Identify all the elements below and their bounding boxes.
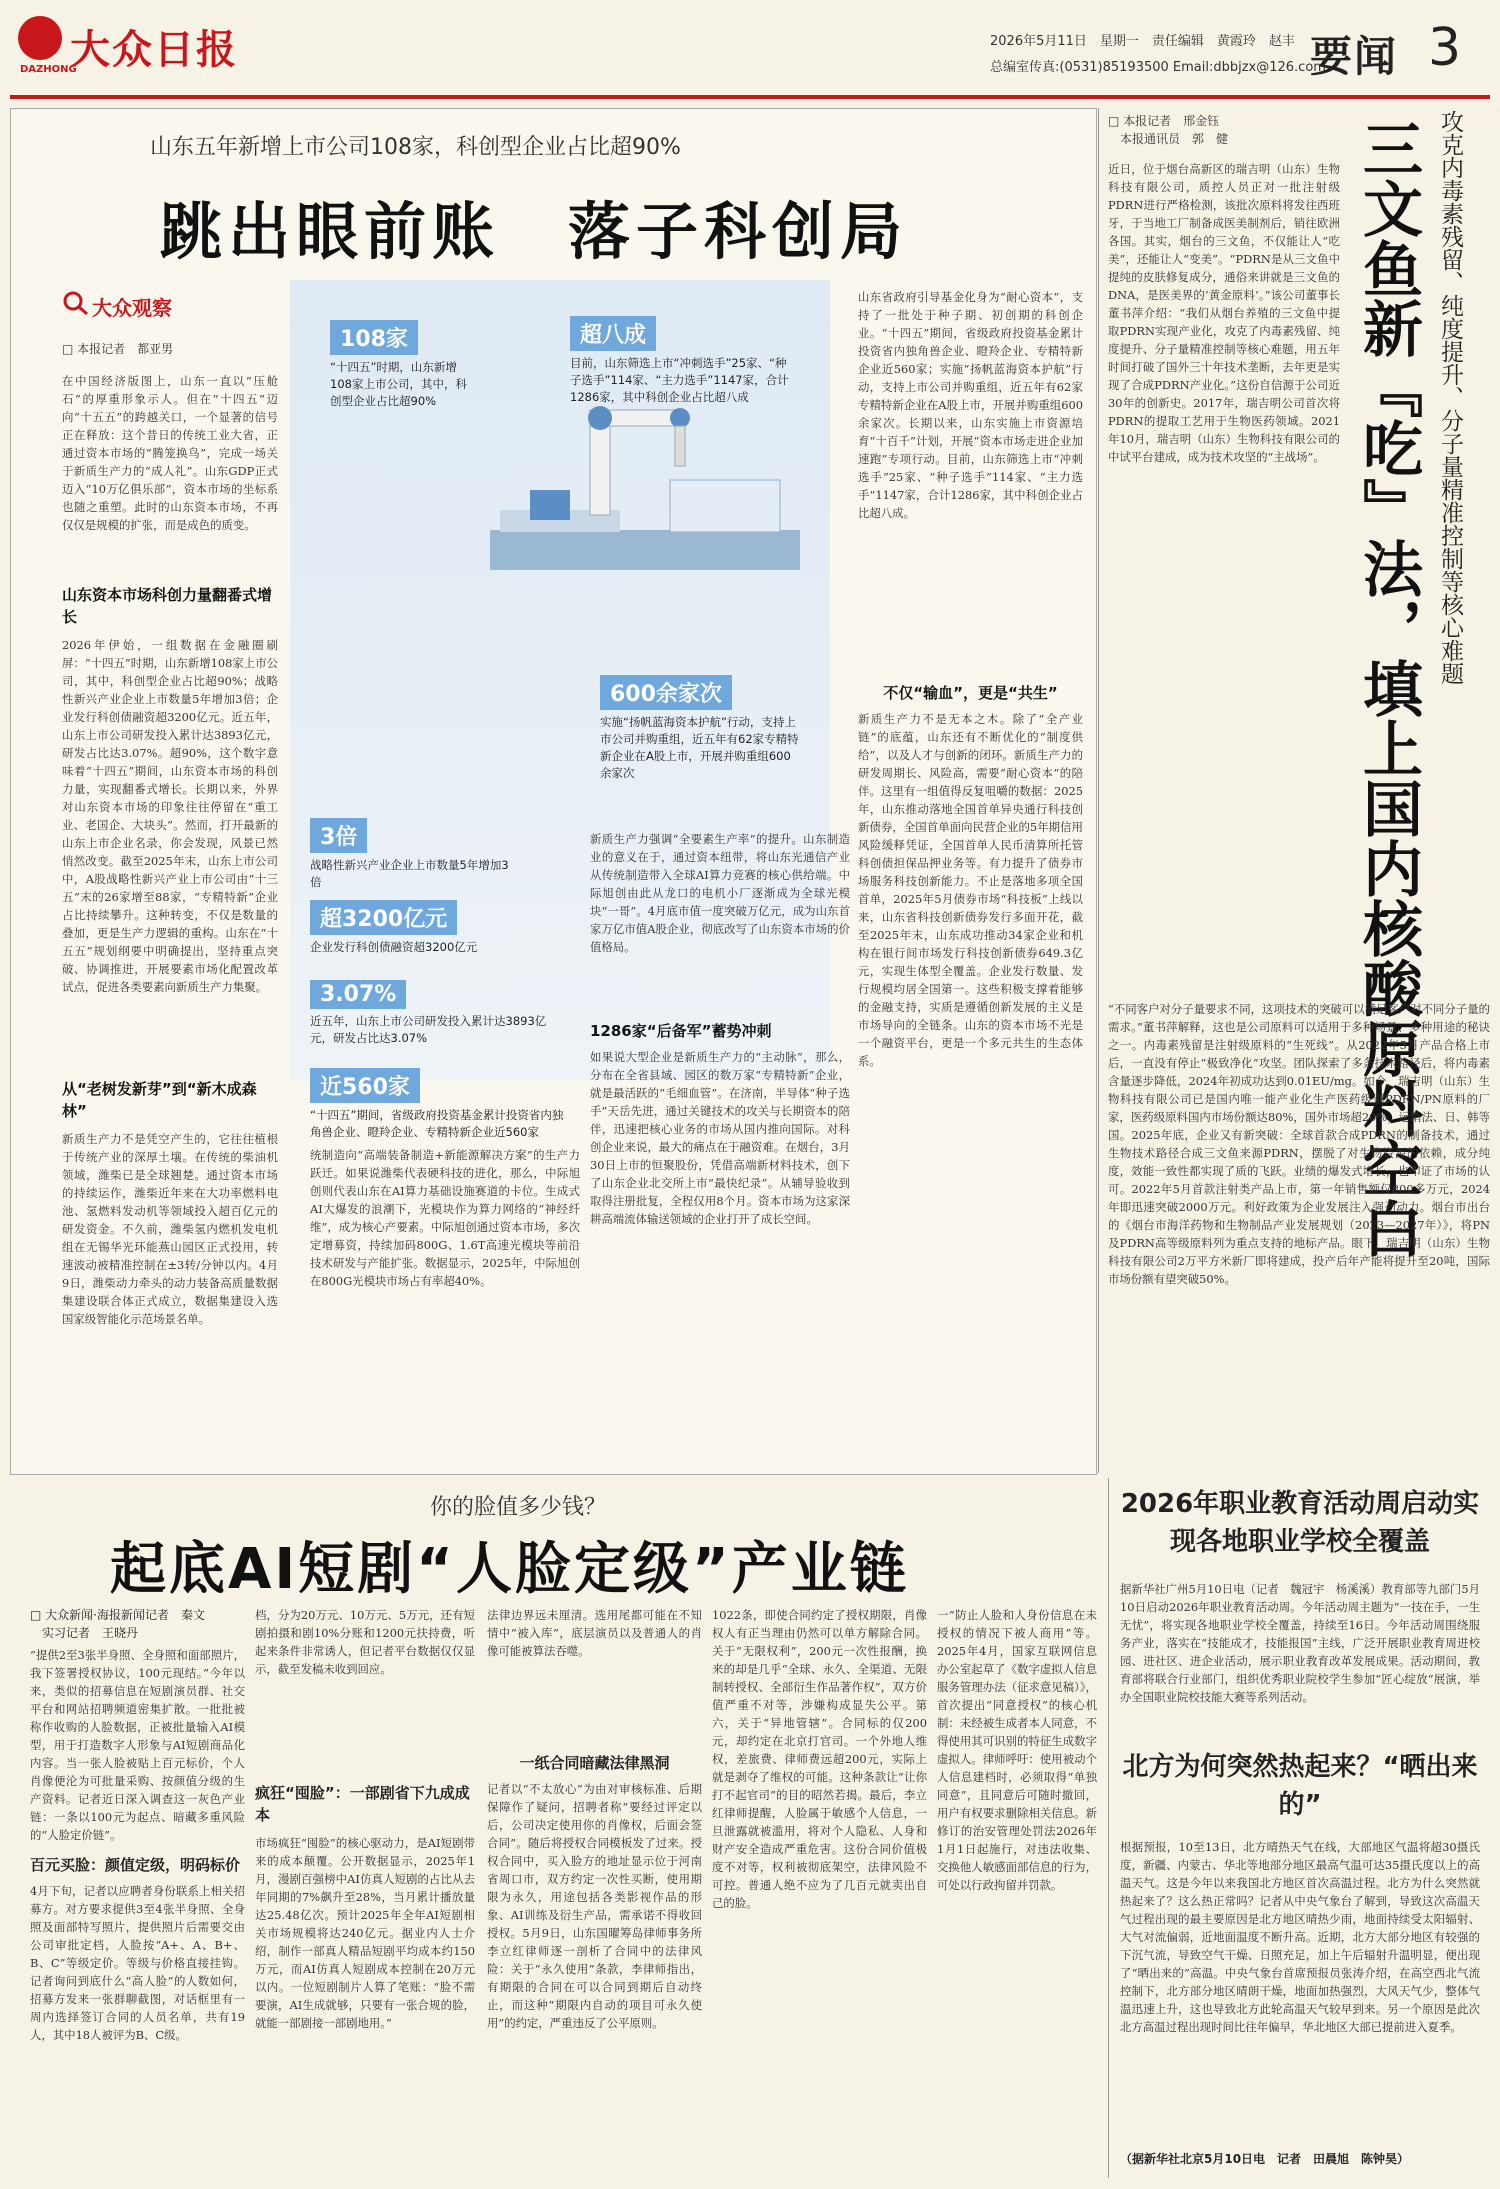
newspaper-name: 大众日报	[70, 26, 238, 73]
article-paragraph: 档，分为20万元、10万元、5万元，还有短剧拍摄和剧10%分账和1200元扶持费，听起来条件非常诱人，但记者平台数据仅仅显示，截至发稿未收到回应。	[255, 1608, 475, 1676]
stat-text: 近五年，山东上市公司研发投入累计达3893亿元，研发占比达3.07%	[310, 1014, 547, 1045]
stat-text: “十四五”期间，省级政府投资基金累计投资省内独角兽企业、瞪羚企业、专精特新企业近560家	[310, 1108, 564, 1139]
subheading: 1286家“后备军”蓄势冲刺	[590, 1022, 772, 1040]
column-label: 大众观察	[92, 296, 172, 320]
article-paragraph: 4月下旬，记者以应聘者身份联系上相关招募方。对方要求提供3至4张半身照、全身照及面部特写照片，提供照片后需要交由公司审批定档，人脸按“A+、A、B+、B、C”等级定价。等级与价格直接挂钩。记者询问到底什么“高人脸”的人数如何，招募方发来一张群聊截图，对话框里有一周内选择签订合同的人员名单，共有19人，其中18人被评为B、C级。	[30, 1884, 245, 2042]
section-name: 要闻	[1310, 32, 1399, 81]
article-paragraph: “不同客户对分子量要求不同，这项技术的突破可以满足客户对不同分子量的需求。”董书萍解释，这也是公司原料可以适用于多种场景、多种用途的秘诀之一。内毒素残留是注射级原料的“生死线”。从2022年5月产品合格上市后，一直没有停止“极致净化”攻坚。团队探索了多条技术路径后，将内毒素含量逐步降低，2024年初成功达到0.01EU/mg。如今，瑞吉明（山东）生物科技有限公司已是国内唯一能产业化生产医药级别PDRN/PN原料的厂家，医药级原料国内市场份额达80%，国外市场超20%，远销法、日、韩等国。2025年底，企业又有新突破：全球首款合成PDRN的制备技术，通过生物技术路径合成三文鱼来源PDRN，摆脱了对生物资源的依赖，成分纯度，效能一致性都实现了质的飞跃。业绩的爆发式增长，也印证了市场的认可。2022年5月首款注射类产品上市，第一年销售额仅800多万元，2024年即迅速突破2000万元。利好政策为企业发展注入强劲动力。烟台市出台的《烟台市海洋药物和生物制品产业发展规划（2023—2027年）》，将PN及PDRN高等级原料列为重点支持的地标产品。眼下，瑞吉明（山东）生物科技有限公司2万平方米新厂即将建成，投产后年产能将提升至20吨，国际市场份额有望突破50%。	[1108, 1002, 1490, 1286]
article-paragraph: 近日，位于烟台高新区的瑞吉明（山东）生物科技有限公司，质控人员正对一批注射级PDRN进行严格检测，该批次原料将发往西班牙，于当地工厂制备成医美制剂后，销往欧洲各国。其实，烟台的三文鱼，不仅能让人“吃美”，还能让人“变美”。“PDRN是从三文鱼中提纯的皮肤修复成分，通俗来讲就是三文鱼的DNA，是医美界的‘黄金原料’。”该公司董事长董书萍介绍：“我们从烟台养殖的三文鱼中提取PDRN实现产业化，攻克了内毒素残留、纯度提升、分子量精准控制等核心难题，用五年时间打破了国外三十年技术垄断，去年更是实现了合成PDRN产业化。”这份自信源于公司近30年的创新史。2017年，瑞吉明公司首次将PDRN的提取工艺用于生物医药领域。2021年10月，瑞吉明（山东）生物科技有限公司的中试平台建成，成为技术攻坚的“主战场”。	[1108, 162, 1340, 464]
subheading: 从“老树发新芽”到“新木成森林”	[62, 1080, 257, 1120]
stat-value: 600余家次	[600, 675, 732, 710]
article-paragraph: 1022条，即使合同约定了授权期限，肖像权人有正当理由仍然可以单方解除合同。关于“无限权利”，200元一次性报酬，换来的却是几乎“全球、永久、全渠道、无限制转授权、全部衍生作品著作权”，双方价值严重不对等，涉嫌构成显失公平。第六，关于“异地管辖”。合同标的仅200元，却约定在北京打官司。一个外地人维权，差旅费、律师费远超200元，实际上就是剥夺了维权的可能。这种条款让“让你打不起官司”的目的昭然若揭。最后，李立红律师提醒，人脸属于敏感个人信息，一旦泄露就被滥用，将对个人隐私、人身和财产安全造成严重危害。这份合同价值极度不对等，权利被彻底架空，法律风险不可控。普通人绝不应为了几百元就卖出自己的脸。	[712, 1608, 927, 1910]
column-rule	[1108, 1478, 1109, 2178]
main-kicker: 山东五年新增上市公司108家，科创型企业占比超90%	[150, 135, 681, 160]
article-paragraph: 如果说大型企业是新质生产力的“主动脉”，那么，分布在全省县域、园区的数万家“专精特新”企业，就是最活跃的“毛细血管”。在济南，半导体“种子选手”天岳先进，通过关键技术的攻关与长期资本的陪伴，迅速把核心业务的市场从国内推向国际。对科创企业来说，最大的痛点在于融资难。在烟台，3月30日上市的恒聚股份，凭借高端新材料技术，创下了山东企业北交所上市“最快纪录”。从辅导验收到取得注册批复，全程仅用8个月。资本市场为这家深耕高端流体输送领域的企业打开了成长空间。	[590, 1050, 850, 1226]
news-headline[interactable]: 2026年职业教育活动周启动实现各地职业学校全覆盖	[1120, 1489, 1480, 1557]
news-signature: （据新华社北京5月10日电 记者 田晨旭 陈钟昊）	[1120, 2152, 1410, 2166]
newspaper-logo-icon	[18, 16, 62, 60]
subheading: 山东资本市场科创力量翻番式增长	[62, 586, 273, 626]
ai-article-headline[interactable]: 起底AI短剧“人脸定级”产业链	[110, 1537, 909, 1602]
article-paragraph: 一“防止人脸和人身份信息在未授权的情况下被人商用”等。2025年4月，国家互联网信息办公室起草了《数字虚拟人信息服务管理办法（征求意见稿）》，首次提出“同意授权”的核心机制：未经被生成者本人同意，不得使用其可识别的特征生成数字虚拟人。律师呼吁：使用被动个人信息建档时，必须取得“单独同意”，且同意后可随时撤回，用户有权要求删除相关信息。新修订的治安管理处罚法2026年1月1日起施行，对违法收集、交换他人敏感面部信息的行为，可处以行政拘留并罚款。	[937, 1608, 1097, 1892]
stat-600	[600, 675, 800, 782]
subheading: 百元买脸：颜值定级，明码标价	[30, 1856, 241, 1874]
stat-text: “十四五”时期，山东新增108家上市公司，其中，科创型企业占比超90%	[330, 360, 467, 408]
stat-108	[330, 320, 470, 410]
article-paragraph: 山东省政府引导基金化身为“耐心资本”，支持了一批处于种子期、初创期的科创企业。“十四五”期间，省级政府投资基金累计投资省内独角兽企业、瞪羚企业、专精特新企业近560家；实施“扬帆蓝海资本护航”行动，支持上市公司并购重组，近五年有62家专精特新企业在A股上市，开展并购重组600余家次。长期以来，山东实施上市资源培育“十百千”计划，开展“资本市场走进企业加速跑”专项行动。目前，山东筛选上市“冲刺选手”25家、“种子选手”114家、“主力选手”1147家，合计1286家，其中科创企业占比超八成。	[858, 290, 1083, 520]
article-paragraph: 根据预报，10至13日，北方晴热天气在线，大部地区气温将超30摄氏度，新疆、内蒙古、华北等地部分地区最高气温可达35摄氏度以上的高温天气。这是今年以来我国北方地区首次高温过程。北方为什么突然就热起来了？这么热正常吗？记者从中央气象台了解到，导致这次高温天气过程出现的最主要原因是北方地区晴热少雨，地面持续受太阳辐射、大气对流偏弱，近地面温度不断升高。近期，北方大部分地区有较强的下沉气流，导致空气干燥、日照充足，加上午后辐射升温明显，便出现了“晒出来的”高温。中央气象台首席预报员张涛介绍，在高空西北气流控制下，北方部分地区晴朗干燥，地面加热强烈，大风天气少，整体气温迅速上升，这也导致北方此轮高温天气较早到来。另一个原因是此次北方高温过程出现时间比往年偏早，华北地区大部已提前进入夏季。	[1120, 1840, 1480, 2034]
newspaper-name-pinyin: DAZHONG	[20, 64, 77, 75]
stat-text: 目前，山东筛选上市“冲刺选手”25家、“种子选手”114家、“主力选手”1147家，合计1286家，其中科创企业占比超八成	[570, 356, 789, 404]
stat-value: 108家	[330, 320, 418, 355]
stat-3-07	[310, 980, 560, 1047]
stat-text: 企业发行科创债融资超3200亿元	[310, 940, 478, 954]
article-paragraph: “提供2至3张半身照、全身照和面部照片，我下签署授权协议，100元现结。”今年以来，类似的招募信息在短剧演员群、社交平台和网站招聘频道密集扩散。一批批被称作收购的人脸数据，正被批量输入AI模型，用于打造数字人形象与AI短剧商品化内容。当一张人脸被贴上百元标价，个人肖像便沦为可批量采购、按颜值分级的生产资料。记者近日深入调查这一灰色产业链：一条以100元为起点、暗藏多重风险的“人脸定价链”。	[30, 1648, 245, 1842]
dateline: 2026年5月11日 星期一 责任编辑 黄霞玲 赵丰	[990, 34, 1295, 49]
right-article-byline: □ 本报记者 邢金钰 本报通讯员 郭 健	[1108, 114, 1229, 146]
article-paragraph: 法律边界远未厘清。选用尾都可能在不知情中“被入库”，底层演员以及普通人的肖像可能被算法吞噬。	[487, 1608, 702, 1658]
stat-value: 3倍	[310, 818, 367, 853]
article-paragraph: 新质生产力强调“全要素生产率”的提升。山东制造业的意义在于，通过资本纽带，将山东光通信产业从传统制造带入全球AI算力竞赛的核心供给端。中际旭创由此从龙口的电机小厂逐渐成为全球光模块“一哥”。4月底市值一度突破万亿元，成为山东首家万亿市值A股企业，彻底改写了山东资本市场的价值格局。	[590, 832, 850, 954]
contact-line: 总编室传真:(0531)85193500 Email:dbbjzx@126.com	[990, 60, 1326, 75]
subheading: 不仅“输血”，更是“共生”	[883, 684, 1058, 702]
main-headline[interactable]: 跳出眼前账 落子科创局	[160, 195, 909, 268]
stat-value: 3.07%	[310, 980, 406, 1009]
stat-3x	[310, 818, 510, 891]
page-number: 3	[1428, 18, 1462, 78]
ai-article-kicker: 你的脸值多少钱？	[430, 1495, 607, 1520]
main-byline: □ 本报记者 都亚男	[62, 342, 174, 356]
stat-eighty-percent	[570, 316, 790, 406]
stat-value: 超八成	[570, 316, 656, 351]
stat-value: 超3200亿元	[310, 900, 457, 935]
right-article-headline[interactable]: 三文鱼新『吃』法，填上国内核酸原料空白	[1353, 118, 1423, 1258]
article-paragraph: 2026年伊始，一组数据在金融圈刷屏：“十四五”时期，山东新增108家上市公司，其中，科创型企业占比超90%；战略性新兴产业企业上市数量5年增加3倍；企业发行科创债融资超3200亿元。近五年，山东上市公司研发投入累计达3893亿元，研发占比达3.07%。超90%，这个数字意味着“十四五”期间，山东资本市场的科创力量，实现翻番式增长。长期以来，外界对山东资本市场的印象往往停留在“重工业、老国企、大块头”。然而，打开最新的山东上市企业名录，你会发现，风景已然悄然改变。截至2025年末，山东上市公司中，A股战略性新兴产业上市公司由“十三五”末的26家增至88家，“专精特新”企业占比持续攀升。这种转变，不仅是数量的叠加，更是生产力逻辑的重构。山东在“十五五”规划纲要中明确提出，坚持重点突破、协调推进，开展要素市场化配置改革试点，促进各类要素向新质生产力集聚。	[62, 638, 278, 994]
article-paragraph: 新质生产力不是无本之木。除了“全产业链”的底蕴，山东还有不断优化的“制度供给”，以及人才与创新的闭环。新质生产力的研发周期长、风险高，需要“耐心资本”的陪伴。这里有一组值得反复咀嚼的数据：2025年，山东推动落地全国首单异央通行科技创新债券，全国首单面向民营企业的5年期信用风险缓释凭证，全国首单人民币清算所托管科创债担保品押业务等。有力提升了债券市场服务科技创新能力。不止是落地多项全国首单，2025年5月债券市场“科技板”上线以来，山东省科技创新债券发行多面开花，截至2025年末，山东成功推动34家企业和机构在银行间市场发行科技创新债券649.3亿元，实现生体型全覆盖。企业发行数量、发行规模均居全国第一。这些积极支撑着能够的金融支持，实质是遵循创新发展的主义是市场导向的全链条。山东的资本市场不光是一个融资平台，更是一个多元共生的生态体系。	[858, 712, 1083, 1068]
right-article-kicker: 攻克内毒素残留、纯度提升、分子量精准控制等核心难题	[1437, 110, 1463, 685]
article-paragraph: 据新华社广州5月10日电（记者 魏冠宇 杨溪溪）教育部等九部门5月10日启动2026年职业教育活动周。今年活动周主题为“一技在手，一生无忧”，将实现各地职业学校全覆盖，持续至16日。今年活动周围绕服务产业，落实在“技能成才，技能报国”主线，广泛开展职业教育周进校园、进社区、进企业活动，展示职业教育改革发展成果。活动期间，教育部将联合行业部门，组织优秀职业院校学生参加“匠心绽放”展演，举办全国职业院校技能大赛等系列活动。	[1120, 1582, 1480, 1704]
magnifier-icon	[62, 290, 90, 316]
article-paragraph: 新质生产力不是凭空产生的，它往往植根于传统产业的深厚土壤。在传统的柴油机领域，潍柴已是全球翘楚。通过资本市场的持续运作，潍柴近年来在大功率燃料电池、氢燃料发动机等领域投入超百亿元的研发资金。不久前，潍柴氢内燃机发电机组在无锡华光环能燕山园区正式投用，转速波动被精准控制在±3转/分钟以内。4月9日，潍柴动力牵头的动力装备高质量数据集建设联合体正式成立，数据集建设入选国家级智能化示范场景名单。	[62, 1132, 278, 1326]
column-rule	[1098, 108, 1099, 1473]
subheading: 一纸合同暗藏法律黑洞	[519, 1754, 670, 1772]
stat-3200	[310, 900, 550, 956]
article-paragraph: 记者以“不太放心”为由对审核标准、后期保障作了疑问，招聘者称“要经过评定以后，公司决定使用你的肖像权，后面会签合同”。随后将授权合同模板发了过来。授权合同中，买入脸方的地址显示位于河南省周口市，双方约定一次性买断，使用期限为永久，用途包括各类影视作品的形象、AI训练及衍生产品，需承诺不得收回授权。5月9日，山东国曜筹岛律师事务所李立红律师逐一剖析了合同中的法律风险：关于“永久使用”条款，李律师指出，有期限的合同在可以合同到期后自动终止，而这种“期限内自动的项目可永久使用”的约定，严重违反了公平原则。	[487, 1782, 702, 2030]
stat-560	[310, 1068, 570, 1141]
article-paragraph: 市场疯狂“囤脸”的核心驱动力，是AI短剧带来的成本颠覆。公开数据显示，2025年1月，漫剧百强榜中AI仿真人短剧的占比从去年同期的7%飙升至28%，当月累计播放量达25.48亿次。预计2025年全年AI短剧相关市场规模将达240亿元。据业内人士介绍，制作一部真人精品短剧平均成本约150万元，而AI仿真人短剧成本控制在20万元以内。一位短剧制片人算了笔账：“脸不需要演，AI生成就够，只要有一张合规的脸，就能一部剧接一部剧地用。”	[255, 1836, 475, 2030]
stat-text: 实施“扬帆蓝海资本护航”行动，支持上市公司并购重组，近五年有62家专精特新企业在A股上市，开展并购重组600余家次	[600, 715, 799, 780]
stat-text: 战略性新兴产业企业上市数量5年增加3倍	[310, 858, 509, 889]
ai-article-byline: □ 大众新闻·海报新闻记者 秦文 实习记者 王晓丹	[30, 1608, 205, 1640]
article-paragraph: 统制造向“高端装备制造+新能源解决方案”的生产力跃迁。如果说潍柴代表硬科技的进化，那么，中际旭创则代表山东在AI算力基础设施赛道的卡位。生成式AI大爆发的浪潮下，光模块作为算力网络的“神经纤维”，成为核心产要素。中际旭创通过资本市场，多次定增募资，持续加码800G、1.6T高速光模块等前沿技术研发与产能扩张。数据显示，2025年，中际旭创在800G光模块市场占有率超40%。	[310, 1148, 580, 1288]
article-paragraph: 在中国经济版图上，山东一直以“压舱石”的厚重形象示人。但在“十四五”迈向“十五五”的跨越关口，一个显著的信号正在释放：这个昔日的传统工业大省，正通过资本市场的“腾笼换鸟”，完成一场关于新质生产力的“成人礼”。山东GDP正式迈入“10万亿俱乐部”，资本市场的坐标系也随之重塑。此时的山东资本市场，不再仅仅是规模的扩张，而是成色的质变。	[62, 374, 278, 532]
news-headline[interactable]: 北方为何突然热起来？“晒出来的”	[1122, 1752, 1478, 1820]
masthead-rule	[10, 95, 1490, 99]
subheading: 疯狂“囤脸”：一部剧省下九成成本	[255, 1784, 470, 1824]
stat-value: 近560家	[310, 1068, 420, 1103]
